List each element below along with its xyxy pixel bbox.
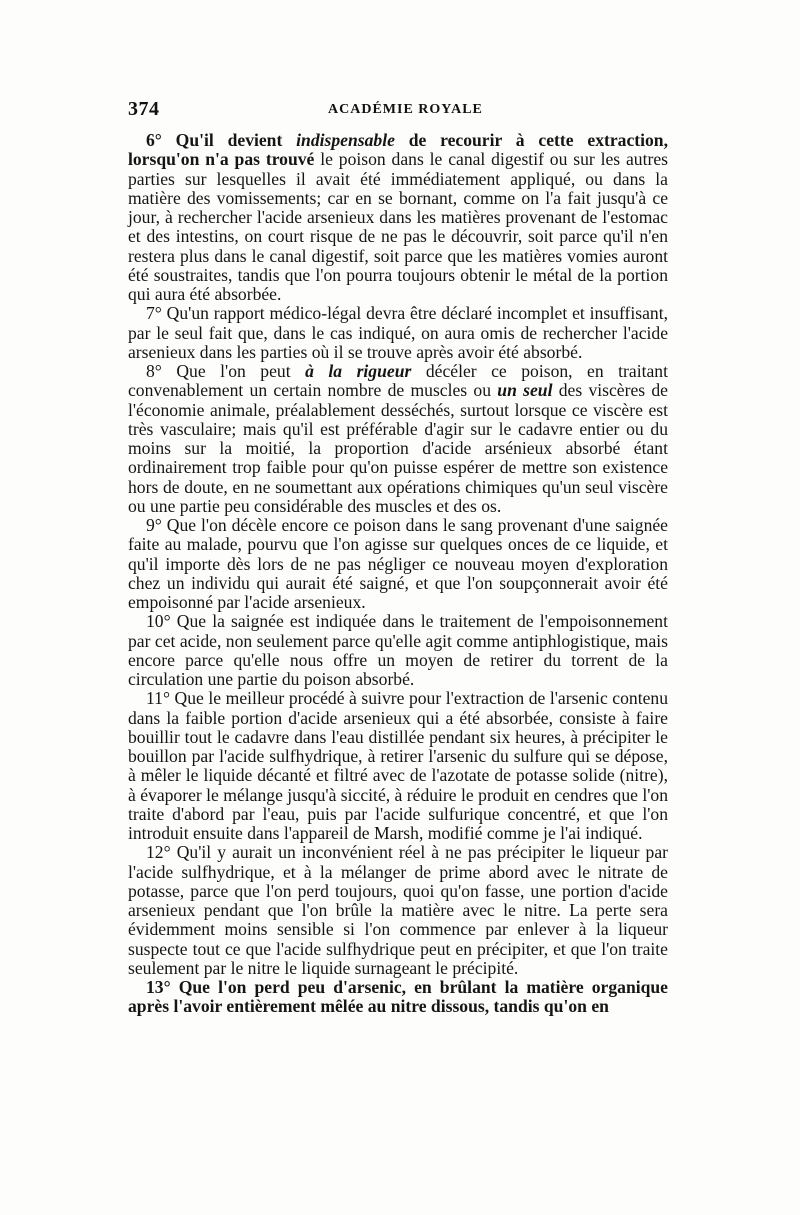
paragraph-13-part-1: 13° Que l'on perd peu d'arsenic, en brûlant la matière organique après l'avoir entièrement mêlée au nitre dissous, tandis qu'on en bbox=[128, 977, 668, 1017]
paragraph-6-part-4: le poison dans le canal digestif ou sur les autres parties sur lesquelles il avait été immédiatement appliqué, ou dans la matière des vomissements; car en se bornant, comme on l'a fait jusqu'à ce jour, à rechercher l'acide arsenieux dans les matières provenant de l'estomac et des intestins, on court risque de ne pas le découvrir, soit parce qu'il n'en restera plus dans le canal digestif, soit parce que les matières vomies auront été soustraites, tandis que l'on pourra toujours obtenir le métal de la portion qui aura été absorbée. bbox=[128, 149, 668, 304]
paragraph-6-part-3: de recourir à cette extraction, lorsqu'on n'a pas trouvé bbox=[128, 130, 668, 170]
paragraph-8-part-4: un seul bbox=[497, 380, 553, 401]
paragraph-9-part-1: 9° Que l'on décèle encore ce poison dans le sang provenant d'une saignée faite au malade, pourvu que l'on agisse sur quelques onces de ce liquide, et qu'il importe dès lors de ne pas négliger ce nouveau moyen d'exploration chez un individu qui aurait été saigné, et que l'on soupçonnerait avoir été empoisonné par l'acide arsenieux. bbox=[128, 515, 668, 612]
paragraph-6-part-2: indispensable bbox=[296, 130, 395, 150]
page-header bbox=[128, 98, 668, 120]
paragraph-11 bbox=[128, 689, 668, 843]
paragraph-7-part-1: 7° Qu'un rapport médico-légal devra être déclaré incomplet et insuffisant, par le seul fait que, dans le cas indiqué, on aura omis de rechercher l'acide arsenieux dans les parties où il se trouve après avoir été absorbé. bbox=[128, 303, 668, 362]
paragraph-12 bbox=[128, 843, 668, 978]
paragraph-8 bbox=[128, 362, 668, 516]
paragraph-6-part-1: 6° Qu'il devient bbox=[146, 130, 297, 150]
paragraph-10 bbox=[128, 612, 668, 689]
paragraph-8-part-3: décéler ce poison, en traitant convenablement un certain nombre de muscles ou bbox=[128, 361, 668, 401]
paragraph-9 bbox=[128, 516, 668, 612]
paragraph-13 bbox=[128, 978, 668, 1017]
paragraph-8-part-5: des viscères de l'économie animale, préalablement desséchés, surtout lorsque ce viscère est très vasculaire; mais qu'il est préférable d'agir sur le cadavre entier ou du moins sur la moitié, la proportion d'acide arsénieux absorbé étant ordinairement trop faible pour qu'on puisse espérer de mettre son existence hors de doute, en ne soumettant aux opérations chimiques qu'un seul viscère ou une partie peu considérable des muscles et des os. bbox=[128, 380, 668, 516]
paragraph-7 bbox=[128, 304, 668, 362]
paragraph-6 bbox=[128, 131, 668, 304]
paragraph-10-part-1: 10° Que la saignée est indiquée dans le traitement de l'empoisonnement par cet acide, non seulement parce qu'elle agit comme antiphlogistique, mais encore parce qu'elle nous offre un moyen de retirer du torrent de la circulation une partie du poison absorbé. bbox=[128, 611, 668, 689]
running-head: ACADÉMIE ROYALE bbox=[328, 102, 483, 117]
page-number: 374 bbox=[128, 98, 160, 120]
body-text bbox=[128, 131, 668, 1017]
paragraph-8-part-2: à la rigueur bbox=[305, 361, 412, 381]
paragraph-8-part-1: 8° Que l'on peut bbox=[146, 361, 306, 381]
paragraph-11-part-1: 11° Que le meilleur procédé à suivre pour l'extraction de l'arsenic contenu dans la faible portion d'acide arsenieux qui a été absorbée, consiste à faire bouillir tout le cadavre dans l'eau distillée pendant six heures, à précipiter le bouillon par l'acide sulfhydrique, à retirer l'arsenic du sulfure qui se dépose, à mêler le liquide décanté et filtré avec de l'azotate de potasse solide (nitre), à évaporer le mélange jusqu'à siccité, à réduire le produit en cendres que l'on traite d'abord par l'eau, puis par l'acide sulfurique concentré, et que l'on introduit ensuite dans l'appareil de Marsh, modifié comme je l'ai indiqué. bbox=[128, 688, 668, 843]
paragraph-12-part-1: 12° Qu'il y aurait un inconvénient réel à ne pas précipiter le liqueur par l'acide sulfhydrique, et à la mélanger de prime abord avec le nitrate de potasse, parce que l'on perd toujours, quoi qu'on fasse, une portion d'acide arsenieux pendant que l'on brûle la matière avec le nitre. La perte sera évidemment moins sensible si l'on commence par enlever à la liqueur suspecte tout ce que l'acide sulfhydrique peut en précipiter, et que l'on traite seulement par le nitre le liquide surnageant le précipité. bbox=[128, 842, 668, 978]
